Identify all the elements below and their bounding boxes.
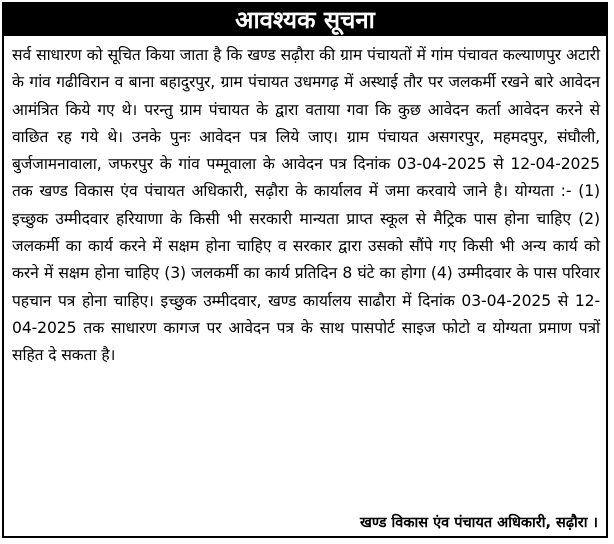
notice-title: आवश्यक सूचना (4, 4, 606, 36)
notice-box (2, 2, 608, 538)
notice-body: सर्व साधारण को सूचित किया जाता है कि खण्ड सढ़ौरा की ग्राम पंचायतों में गांम पंचावत कल्याणपुर अटारी के गांव गढीविरान व बाना बहादुरपुर, ग्राम पंचायत उधमगढ़ में अस्थाई तौर पर जलकर्मी रखने बारे आवेदन आमंत्रित किये गए थे। परन्तु ग्राम पंचायत के द्वारा वताया गवा कि कुछ आवेदन कर्ता आवेदन करने से वाछित रह गये थे। उनके पुनः आवेदन पत्र लिये जाए। ग्राम पंचायत असगरपुर, महमदपुर, संघौली, बुर्जजामनावाला, जफरपुर के गांव पम्मूवाला के आवेदन पत्र दिनांक 03-04-2025 से 12-04-2025 तक खण्ड विकास एंव पंचायत अधिकारी, सढ़ौरा के कार्यालव में जमा करवाये जाने है। योग्यता :- (1) इच्छुक उम्मीदवार हरियाणा के किसी भी सरकारी मान्यता प्राप्त स्कूल से मैट्रिक पास होना चाहिए (2) जलकर्मी का कार्य करने में सक्षम होना चाहिए व सरकार द्वारा उसको सौंपे गए किसी भी अन्य कार्य को करने में सक्षम होना चाहिए (3) जलकर्मी का कार्य प्रतिदिन 8 घंटे का होगा (4) उम्मीदवार के पास परिवार पहचान पत्र होना चाहिए। इच्छुक उम्मीदवार, खण्ड कार्यालय साढौरा में दिनांक 03-04-2025 से 12-04-2025 तक साधारण कागज पर आवेदन पत्र के साथ पासपोर्ट साइज फोटो व योग्यता प्रमाण पत्रों सहित दे सकता है। (12, 46, 600, 365)
notice-signature: खण्ड विकास एंव पंचायत अधिकारी, सढ़ौरा । (360, 515, 598, 531)
